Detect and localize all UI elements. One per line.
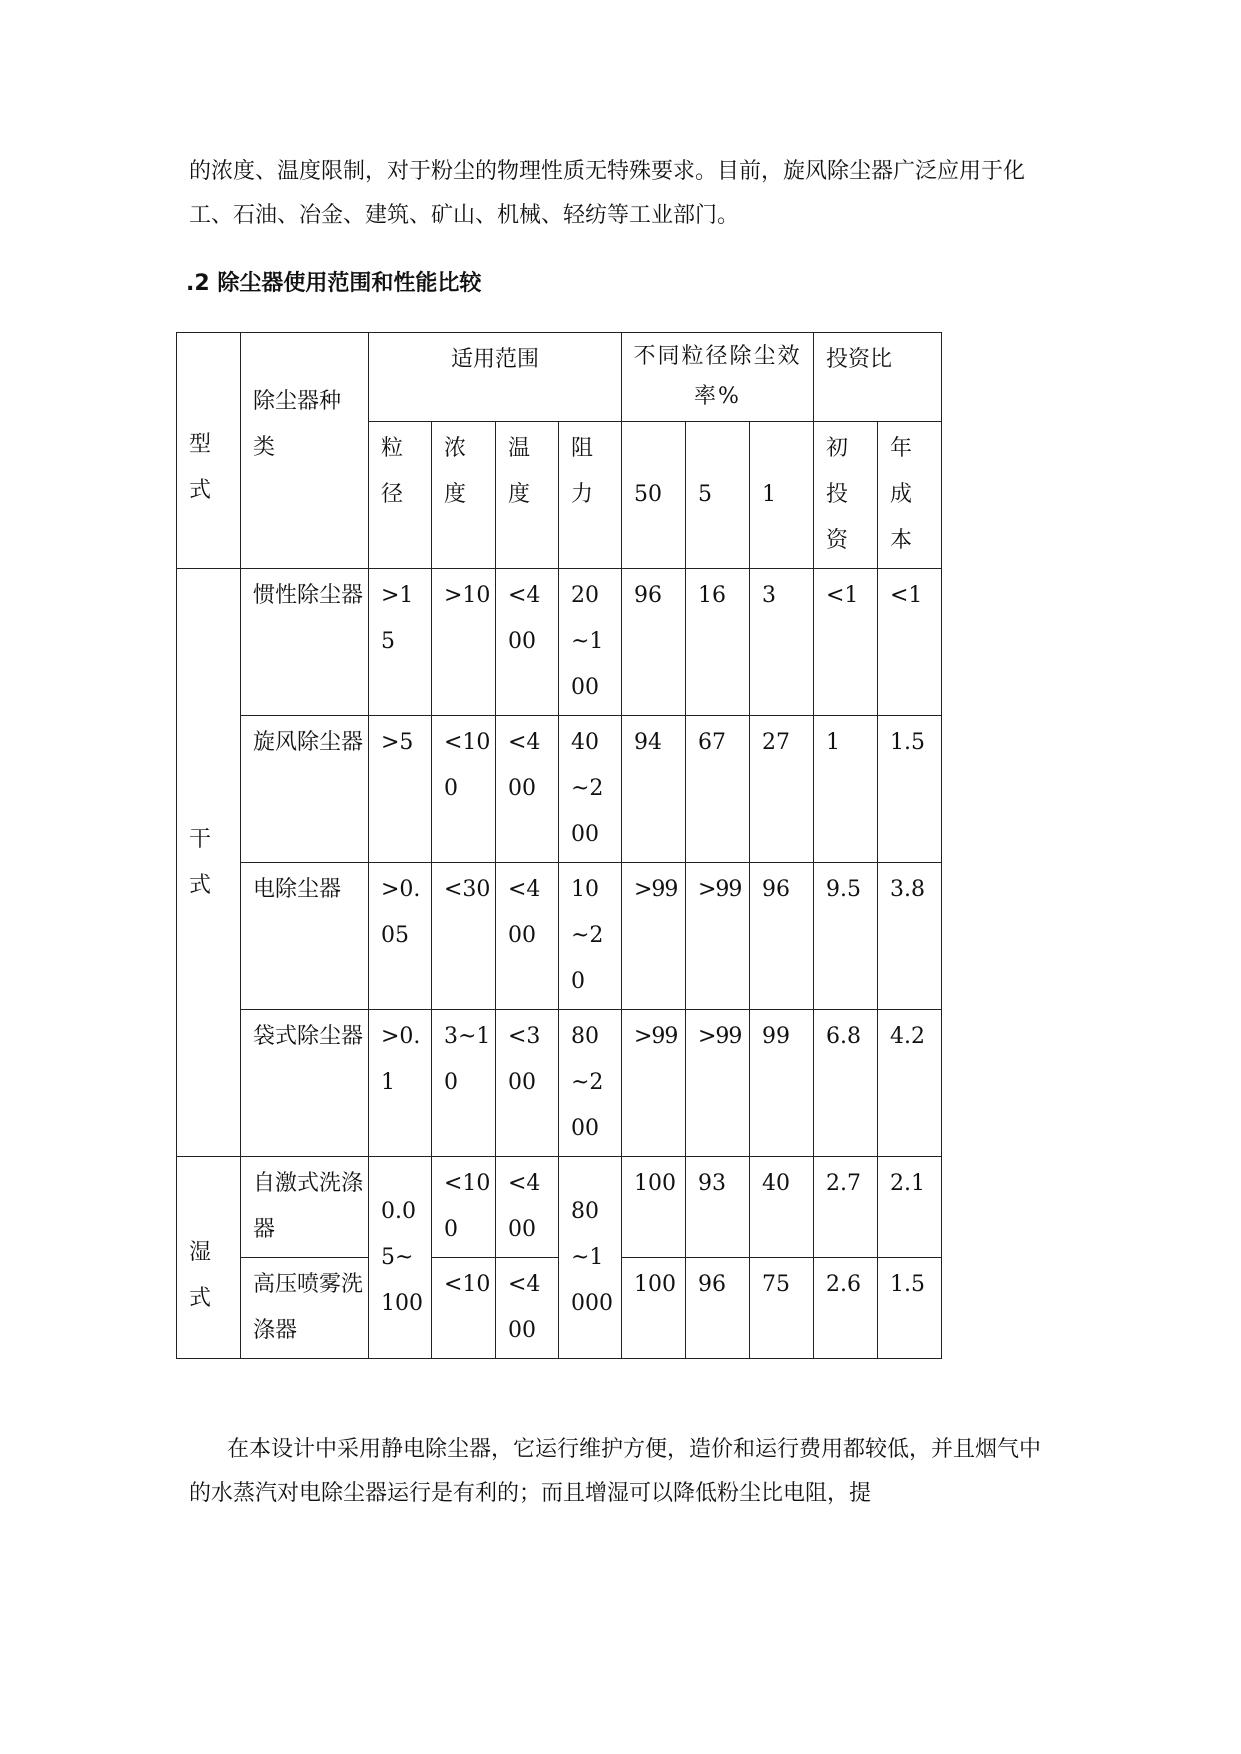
table-row	[177, 1157, 942, 1258]
cell-resistance: 20~100	[559, 569, 622, 716]
header-particle: 粒径	[369, 422, 432, 569]
cell-concentration: <10	[432, 1258, 496, 1359]
cell-annual: 1.5	[878, 1258, 942, 1359]
cell-eff-1: 40	[750, 1157, 814, 1258]
cell-eff-5: >99	[686, 1010, 750, 1157]
cell-concentration: <30	[432, 863, 496, 1010]
cell-eff-50: 96	[622, 569, 686, 716]
cell-eff-1: 99	[750, 1010, 814, 1157]
cell-concentration: <100	[432, 716, 496, 863]
header-concentration: 浓度	[432, 422, 496, 569]
cell-eff-50: 100	[622, 1258, 686, 1359]
table-row	[177, 569, 942, 716]
cell-temperature: <400	[496, 863, 559, 1010]
cell-particle: >5	[369, 716, 432, 863]
cell-concentration: >10	[432, 569, 496, 716]
cell-initial: 1	[814, 716, 878, 863]
cell-eff-50: 94	[622, 716, 686, 863]
cell-eff-1: 27	[750, 716, 814, 863]
cell-eff-1: 96	[750, 863, 814, 1010]
row-name: 电除尘器	[241, 863, 369, 1010]
cell-particle: >0.1	[369, 1010, 432, 1157]
cell-resistance-shared: 80~1000	[559, 1157, 622, 1359]
cell-eff-1: 75	[750, 1258, 814, 1359]
cell-eff-50: >99	[622, 1010, 686, 1157]
header-temperature: 温度	[496, 422, 559, 569]
cell-initial: 2.7	[814, 1157, 878, 1258]
header-type: 型式	[177, 333, 241, 569]
header-range: 适用范围	[369, 333, 622, 422]
header-row-1	[177, 333, 942, 422]
cell-temperature: <400	[496, 1157, 559, 1258]
row-name: 袋式除尘器	[241, 1010, 369, 1157]
cell-annual: 3.8	[878, 863, 942, 1010]
cell-concentration: 3~10	[432, 1010, 496, 1157]
cell-eff-5: 16	[686, 569, 750, 716]
cell-temperature: <300	[496, 1010, 559, 1157]
header-eff-50: 50	[622, 422, 686, 569]
cell-initial: 9.5	[814, 863, 878, 1010]
row-name: 旋风除尘器	[241, 716, 369, 863]
cell-annual: 4.2	[878, 1010, 942, 1157]
header-kind: 除尘器种类	[241, 333, 369, 569]
dust-collector-comparison-table	[176, 332, 942, 1359]
cell-annual: 2.1	[878, 1157, 942, 1258]
cell-resistance: 80~200	[559, 1010, 622, 1157]
cell-initial: 2.6	[814, 1258, 878, 1359]
section-heading: .2 除尘器使用范围和性能比较	[186, 271, 482, 296]
cell-resistance: 40~200	[559, 716, 622, 863]
cell-eff-50: >99	[622, 863, 686, 1010]
conclusion-text: 在本设计中采用静电除尘器，它运行维护方便，造价和运行费用都较低，并且烟气中的水蒸汽对电除尘器运行是有利的；而且增湿可以降低粉尘比电阻，提	[189, 1437, 1042, 1506]
cell-initial: 6.8	[814, 1010, 878, 1157]
intro-paragraph: 的浓度、温度限制，对于粉尘的物理性质无特殊要求。目前，旋风除尘器广泛应用于化工、石油、冶金、建筑、矿山、机械、轻纺等工业部门。	[189, 159, 1026, 228]
cell-particle: >0.05	[369, 863, 432, 1010]
header-efficiency: 不同粒径除尘效率%	[622, 333, 814, 422]
conclusion-paragraph	[189, 1428, 1059, 1516]
table-row	[177, 716, 942, 863]
cell-temperature: <400	[496, 569, 559, 716]
header-eff-1: 1	[750, 422, 814, 569]
row-name: 高压喷雾洗涤器	[241, 1258, 369, 1359]
cell-eff-50: 100	[622, 1157, 686, 1258]
group-dry: 干式	[177, 569, 241, 1157]
cell-particle: >15	[369, 569, 432, 716]
cell-eff-1: 3	[750, 569, 814, 716]
group-wet: 湿式	[177, 1157, 241, 1359]
cell-eff-5: 96	[686, 1258, 750, 1359]
cell-temperature: <400	[496, 1258, 559, 1359]
cell-eff-5: 93	[686, 1157, 750, 1258]
table-row	[177, 1010, 942, 1157]
cell-concentration: <100	[432, 1157, 496, 1258]
header-resistance: 阻力	[559, 422, 622, 569]
header-initial-investment: 初投资	[814, 422, 878, 569]
header-eff-5: 5	[686, 422, 750, 569]
header-investment: 投资比	[814, 333, 942, 422]
cell-eff-5: 67	[686, 716, 750, 863]
row-name: 惯性除尘器	[241, 569, 369, 716]
table-row	[177, 863, 942, 1010]
cell-resistance: 10~20	[559, 863, 622, 1010]
cell-initial: <1	[814, 569, 878, 716]
header-annual-cost: 年成本	[878, 422, 942, 569]
cell-particle-shared: 0.05~100	[369, 1157, 432, 1359]
cell-eff-5: >99	[686, 863, 750, 1010]
cell-annual: <1	[878, 569, 942, 716]
cell-temperature: <400	[496, 716, 559, 863]
cell-annual: 1.5	[878, 716, 942, 863]
row-name: 自激式洗涤器	[241, 1157, 369, 1258]
